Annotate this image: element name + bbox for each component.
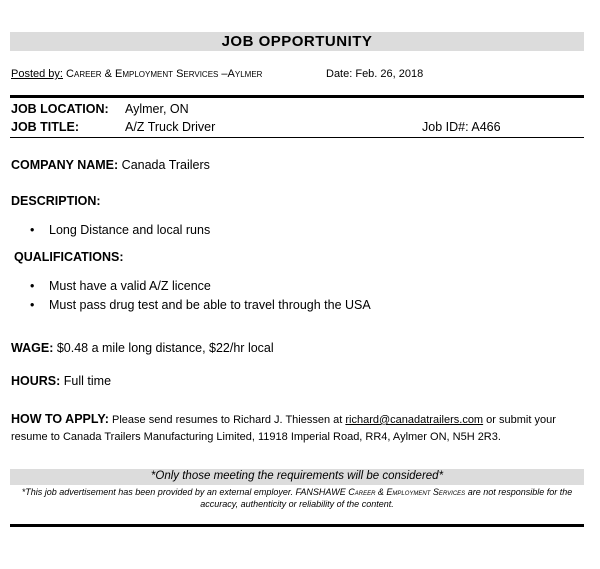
company-name: Canada Trailers (121, 158, 210, 172)
job-title-label: JOB TITLE: (11, 120, 80, 134)
disclaimer-start: *This job advertisement has been provided by an external employer. FANSHAWE (21, 487, 346, 497)
company-row (11, 158, 210, 172)
how-to-apply-label: HOW TO APPLY: (11, 412, 109, 426)
apply-text-after: or submit your resume to Canada Trailers Manufacturing Limited, 11918 Imperial Road, RR4, Aylmer ON, N5H 2R3. (11, 414, 556, 443)
divider-top (10, 95, 584, 98)
company-label: COMPANY NAME: (11, 158, 119, 172)
disclaimer-org: Career & Employment Services (348, 487, 466, 497)
page-title: JOB OPPORTUNITY (221, 33, 373, 50)
divider-job-info (10, 137, 584, 138)
email-link[interactable]: richard@canadatrailers.com (345, 414, 484, 426)
divider-bottom (10, 524, 584, 527)
apply-text-before: Please send resumes to Richard J. Thiessen at (112, 414, 343, 426)
posting-date: Date: Feb. 26, 2018 (326, 68, 424, 80)
posted-by (11, 68, 262, 80)
wage-label: WAGE: (11, 341, 54, 355)
how-to-apply (11, 411, 589, 446)
disclaimer-end: are not responsible for the accuracy, authenticity or reliability of the content. (200, 487, 573, 509)
qualifications-label: QUALIFICATIONS: (14, 250, 124, 264)
job-id (422, 120, 501, 134)
hours-label: HOURS: (11, 374, 61, 388)
qualification-item: • Must have a valid A/Z licence (49, 279, 211, 293)
description-item: • Long Distance and local runs (49, 223, 210, 237)
disclaimer (10, 486, 584, 510)
hours-value: Full time (63, 374, 112, 388)
hours-row (11, 374, 111, 388)
qualification-item: • Must pass drug test and be able to travel through the USA (49, 298, 371, 312)
job-id-label: Job ID#: (422, 120, 469, 134)
posted-by-value: Career & Employment Services –Aylmer (66, 68, 263, 80)
job-id-value: A466 (471, 120, 501, 134)
description-label: DESCRIPTION: (11, 194, 101, 208)
job-location-label: JOB LOCATION: (11, 102, 109, 116)
wage-value: $0.48 a mile long distance, $22/hr local (56, 341, 274, 355)
wage-row (11, 341, 274, 355)
requirements-note: *Only those meeting the requirements will be considered* (150, 470, 444, 482)
job-location-value: Aylmer, ON (125, 102, 189, 116)
job-title-value: A/Z Truck Driver (125, 120, 216, 134)
posted-by-label: Posted by: (11, 68, 63, 80)
